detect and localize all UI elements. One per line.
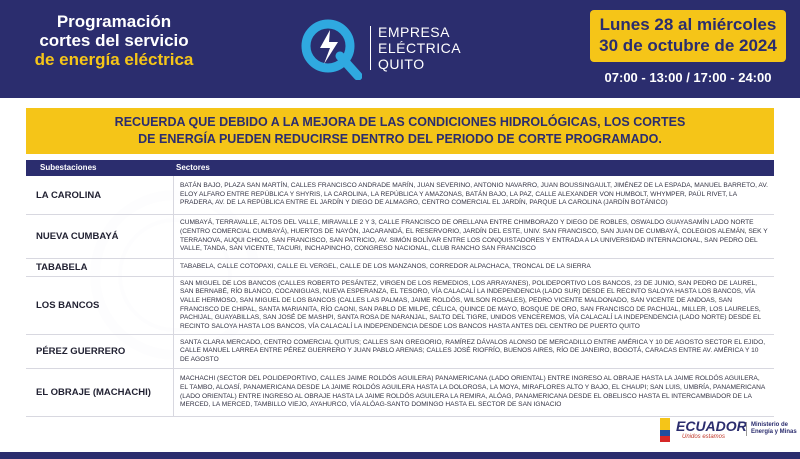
ecuador-flag-icon: [660, 418, 670, 442]
header-title: [14, 12, 214, 69]
company-name: [378, 24, 461, 72]
notice-line-2: DE ENERGÍA PUEDEN REDUCIRSE DENTRO DEL PERIODO DE CORTE PROGRAMADO.: [138, 132, 662, 146]
substation-name: EL OBRAJE (MACHACHI): [26, 369, 174, 416]
outage-hours: 07:00 - 13:00 / 17:00 - 24:00: [604, 70, 772, 85]
sectors-list: SANTA CLARA MERCADO, CENTRO COMERCIAL QUITUS; CALLES SAN GREGORIO, RAMÍREZ DÁVALOS ALONSO DE MERCADILLO ENTRE AMÉRICA Y 10 DE AGOSTO SECTOR EL EJIDO, CALLE MANUEL LARREA ENTRE PÉREZ GUERRERO Y JUAN PABLO ARENAS; CALLES JOSÉ RIOFRÍO, BUENOS AIRES, RÍO DE JANEIRO, BOGOTÁ, CARACAS ENTRE AV. AMÉRICA Y 10 DE AGOSTO: [180, 338, 766, 363]
table-row: [26, 176, 774, 215]
outage-table: [26, 160, 774, 417]
logo-separator: [370, 26, 371, 70]
company-line-1: EMPRESA: [378, 24, 450, 40]
table-header: [26, 160, 774, 176]
date-line-1: Lunes 28 al miércoles: [599, 15, 777, 34]
substation-name: LOS BANCOS: [26, 277, 174, 334]
table-row: [26, 215, 774, 259]
header-substations: Subestaciones: [40, 163, 97, 172]
table-row: [26, 335, 774, 369]
notice-banner: [26, 108, 774, 154]
header-sectors: Sectores: [176, 163, 210, 172]
table-row: [26, 369, 774, 417]
date-line-2: 30 de octubre de 2024: [599, 36, 777, 55]
ministry-line-2: Energía y Minas: [751, 429, 797, 435]
company-line-2: ELÉCTRICA: [378, 40, 462, 56]
date-badge: [590, 10, 786, 62]
sectors-list: CUMBAYÁ, TERRAVALLE, ALTOS DEL VALLE, MIRAVALLE 2 Y 3, CALLE FRANCISCO DE ORELLANA ENTRE CHIMBORAZO Y DIEGO DE ROBLES, OSWALDO GUAYASAMÍN LADO NORTE (CENTRO COMERCIAL CUMBAYÁ), HUERTOS DE NAYÓN, JACARANDÁ, EL RESERVORIO, JARDÍN DEL ESTE, UNIV. SAN FRANCISCO, SAN JUAN DE CUMBAYÁ, COLEGIOS ALEMÁN, SEK Y TERRANOVA, AUQUI CHICO, SAN FRANCISCO, SAN PATRICIO, AV. SIMÓN BOLÍVAR ENTRE LOS CONQUISTADORES Y ENTRADA A LA UNIVERSIDAD INTERNACIONAL, SAN PEDRO DEL VALLE, TANDA, SAN VICENTE, TACURI, INCHAPINCHO, CONGRESO NACIONAL, CLUB RANCHO SAN FRANCISCO: [180, 219, 768, 253]
sectors-list: MACHACHI (SECTOR DEL POLIDEPORTIVO, CALLES JAIME ROLDÓS AGUILERA) PANAMERICANA (LADO ORIENTAL) ENTRE INGRESO AL OBRAJE HASTA LA JAIME ROLDÓS AGUILERA, EL TAMBO, ALOASÍ, PANAMERICANA DESDE LA JAIME ROLDÓS AGUILERA HASTA LA DOLOROSA, LA MOYA, MIRAFLORES ALTO Y BAJO, EL CHAUPI; SAN LUIS, UMBRÍA, PANAMERICANA (LADO ORIENTAL) ENTRE INGRESO AL OBRAJE HASTA LA JAIME ROLDÓS AGUILERA LA REMIRA, ALÓAG, PANAMERICANA DESDE EL OBELISCO HASTA EL INTERCAMBIADOR DE LA MERCED, LA MERCED, TAMBILLO VIEJO, AYAHURCO, VÍA ALÓAG-SANTO DOMINGO HASTA EL SECTOR DE SAN IGNACIO: [180, 375, 765, 409]
table-row: [26, 259, 774, 277]
notice-line-1: RECUERDA QUE DEBIDO A LA MEJORA DE LAS CONDICIONES HIDROLÓGICAS, LOS CORTES: [114, 115, 686, 129]
ministry-line-1: Ministerio de: [751, 422, 789, 428]
header-banner: [0, 0, 800, 98]
sectors-list: SAN MIGUEL DE LOS BANCOS (CALLES ROBERTO PESÁNTEZ, VIRGEN DE LOS REMEDIOS, LOS ARRAYANES), POLIDEPORTIVO LOS BANCOS, 23 DE JUNIO, SAN PEDRO DE LAUREL, SAN BERNABÉ, RÍO BLANCO, COCANIGUAS, NUEVA ESPERANZA, EL TESORO, VÍA CALACALÍ LA INDEPENDENCIA (LADO SUR) DESDE EL RECINTO SALOYA HASTA LOS BANCOS, VÍA VALLE HERMOSO, SAN MIGUEL DE LOS BANCOS (CALLES LAS PALMAS, JAIME ROLDÓS, WILSON ROSALES), PEDRO VICENTE MALDONADO, SAN VICENTE DE ANDOAS, SAN FRANCISCO DE CHIPAL, SANTA MARIANITA, RÍO CAONI, SAN PABLO DE MILPE, CÉLICA, QUINCE DE MAYO, BOSQUE DE ORO, SAN FRANCISCO DE PACHIJAL, MILLER, LOS LAURELES, PACHIJAL, GUAYABILLAS, SAN JOSÉ DE MASHPI, SANTA ROSA DE NARANJAL, SALTO DEL TIGRE, UNIDOS VENCEREMOS, VÍA CALACALÍ LA INDEPENDENCIA (LADO NORTE) DESDE EL RECINTO SALOYA HASTA LOS BANCOS, VÍA CALACALÍ LA INDEPENDENCIA DESDE LOS BANCOS HASTA ANTES DEL CENTRO DE PUERTO QUITO: [180, 279, 761, 330]
ecuador-brand: ECUADOR: [676, 418, 747, 434]
sectors-list: BATÁN BAJO, PLAZA SAN MARTÍN, CALLES FRANCISCO ANDRADE MARÍN, JUAN SEVERINO, ANTONIO NAVARRO, JUAN BOUSSINGAULT, JIMÉNEZ DE LA ESPADA, MANUEL BARRETO, AV. ELOY ALFARO ENTRE REPÚBLICA Y SHYRIS, LA CAROLINA, LA REPÚBLICA Y AMAZONAS, BATÁN BAJO, LA PAZ, CALLE ALEXANDER VON HUMBOLT, WHYMPER, PAÚL RIVET, LA PRADERA, AV. DE LA REPÚBLICA ENTRE EL JARDÍN Y DIEGO DE ALMAGRO, CENTRO COMERCIAL EL JARDÍN, PARQUE LA CAROLINA (JARDÍN BOTÁNICO): [180, 182, 768, 207]
table-row: [26, 277, 774, 335]
substation-name: NUEVA CUMBAYÁ: [26, 215, 174, 258]
ecuador-slogan: Unidos estamos: [682, 434, 726, 440]
footer-bar: [0, 452, 800, 459]
substation-name: LA CAROLINA: [26, 176, 174, 214]
substation-name: PÉREZ GUERRERO: [26, 335, 174, 368]
eeq-logo-icon: [300, 16, 362, 80]
company-line-3: QUITO: [378, 56, 425, 72]
substation-name: TABABELA: [26, 259, 174, 276]
ministry-label: [746, 422, 797, 436]
title-line-3: de energía eléctrica: [34, 50, 194, 69]
sectors-list: TABABELA, CALLE COTOPAXI, CALLE EL VERGEL, CALLE DE LOS MANZANOS, CORREDOR ALPACHACA, TRONCAL DE LA SIERRA: [180, 263, 591, 271]
title-line-1: Programación: [56, 12, 172, 31]
title-line-2: cortes del servicio: [39, 31, 189, 50]
